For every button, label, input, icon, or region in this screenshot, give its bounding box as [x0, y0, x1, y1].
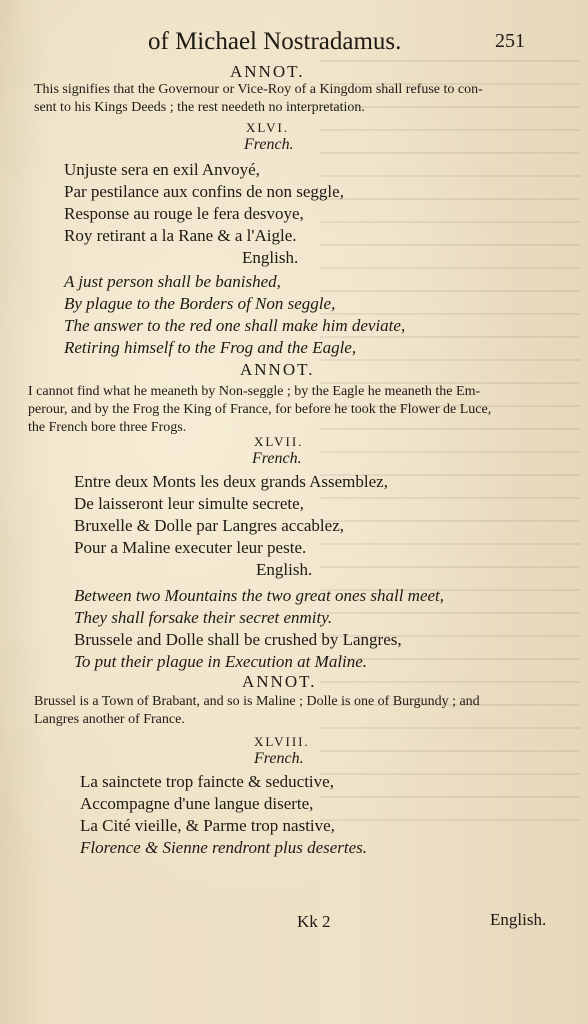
verse-line: Bruxelle & Dolle par Langres accablez, [74, 516, 344, 535]
verse-line: Between two Mountains the two great ones shall meet, [74, 586, 445, 605]
verse-line: The answer to the red one shall make him deviate, [64, 316, 406, 335]
verse-line: Accompagne d'une langue diserte, [80, 794, 314, 813]
annot-line: sent to his Kings Deeds ; the rest needeth no interpretation. [34, 100, 365, 115]
verse-line: Entre deux Monts les deux grands Assemblez, [74, 472, 388, 491]
verse-line: Brussele and Dolle shall be crushed by Langres, [74, 630, 402, 649]
language-label: English. [242, 248, 299, 267]
annot-heading: ANNOT. [242, 672, 317, 691]
verse-line: La sainctete trop faincte & seductive, [80, 772, 334, 791]
running-title: of Michael Nostradamus. [148, 28, 402, 55]
verse-line: Par pestilance aux confins de non seggle, [64, 182, 344, 201]
verse-line: Response au rouge le fera desvoye, [64, 204, 304, 223]
annot-line: the French bore three Frogs. [28, 420, 187, 435]
verse-line: To put their plague in Execution at Maline. [74, 652, 368, 671]
annot-heading: ANNOT. [240, 360, 315, 379]
verse-line: A just person shall be banished, [64, 272, 281, 291]
annot-line: perour, and by the Frog the King of France, for before he took the Flower de Luce, [28, 402, 492, 417]
language-label: French. [244, 136, 294, 153]
verse-line: By plague to the Borders of Non seggle, [64, 294, 336, 313]
annot-line: Brussel is a Town of Brabant, and so is Maline ; Dolle is one of Burgundy ; and [34, 694, 480, 709]
quatrain-number: XLVII. [254, 434, 304, 449]
verse-line: Pour a Maline executer leur peste. [74, 538, 307, 557]
annot-line: Langres another of France. [34, 712, 185, 727]
language-label: French. [252, 450, 302, 467]
verse-line: Roy retirant a la Rane & a l'Aigle. [64, 226, 297, 245]
verse-line: La Cité vieille, & Parme trop nastive, [80, 816, 335, 835]
verse-line: Unjuste sera en exil Anvoyé, [64, 160, 260, 179]
annot-line: I cannot find what he meaneth by Non-seggle ; by the Eagle he meaneth the Em- [28, 384, 481, 399]
bleed-through-texture [320, 60, 580, 840]
language-label: English. [256, 560, 313, 579]
verse-line: Florence & Sienne rendront plus desertes. [80, 838, 368, 857]
verse-line: De laisseront leur simulte secrete, [74, 494, 304, 513]
annot-heading: ANNOT. [230, 62, 305, 81]
annot-line: This signifies that the Governour or Vice-Roy of a Kingdom shall refuse to con- [34, 82, 483, 97]
catchword: English. [490, 910, 547, 929]
quatrain-number: XLVI. [246, 120, 290, 135]
verse-line: They shall forsake their secret enmity. [74, 608, 333, 627]
quatrain-number: XLVIII. [254, 734, 310, 749]
page-number: 251 [495, 30, 525, 52]
language-label: French. [254, 750, 304, 767]
verse-line: Retiring himself to the Frog and the Eagle, [64, 338, 357, 357]
signature-mark: Kk 2 [297, 912, 331, 931]
